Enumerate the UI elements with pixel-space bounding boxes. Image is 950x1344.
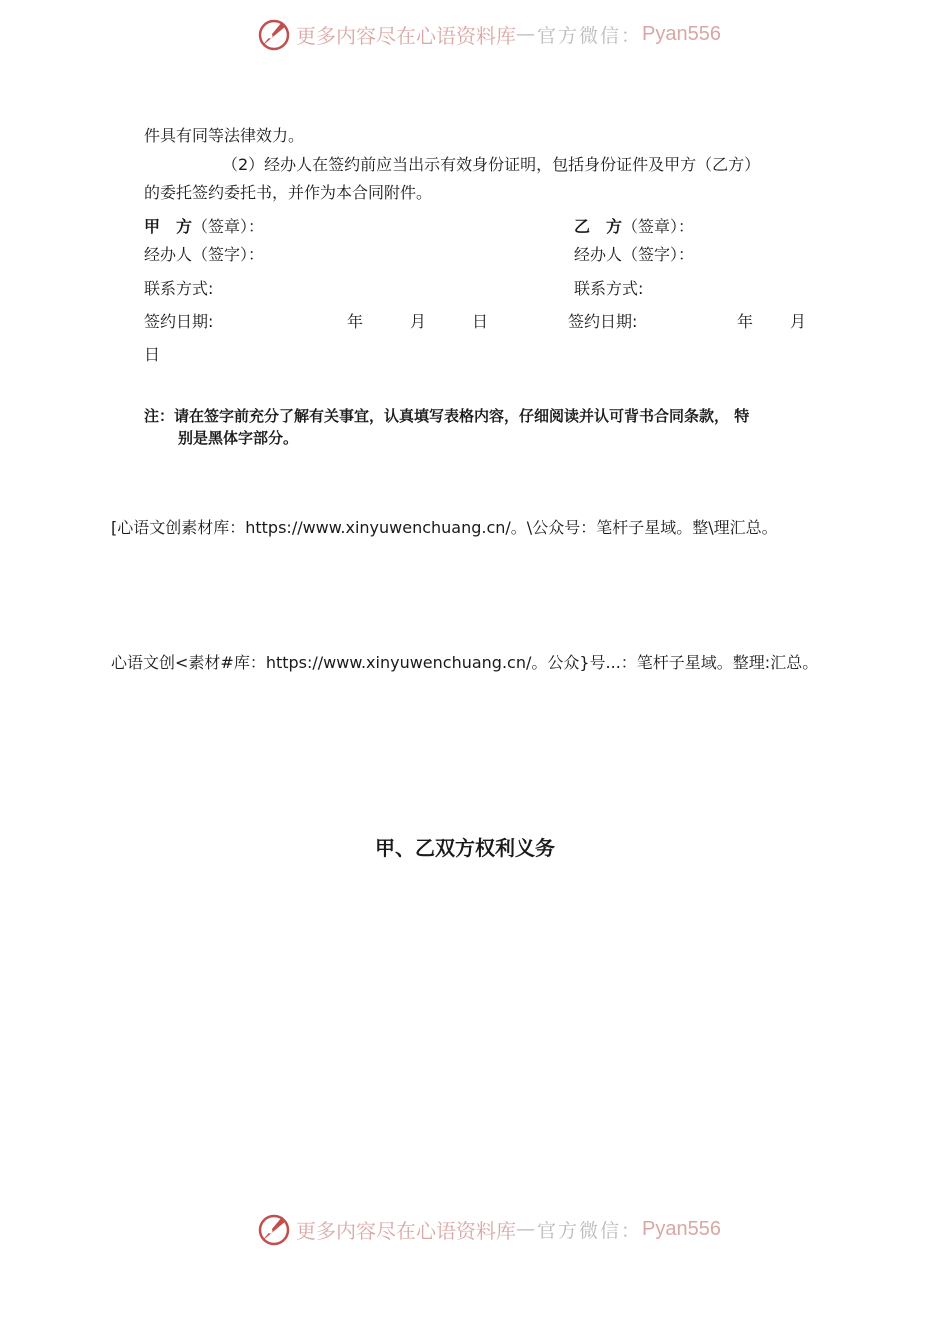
footer-main-text: 更多内容尽在心语资料库 (296, 1218, 516, 1243)
footer-watermark (256, 1211, 721, 1247)
party-a-seal: （签章）： (192, 217, 265, 236)
header-dash: — (516, 23, 537, 45)
party-b-seal-row (574, 214, 694, 237)
header-label: 官方微信： (537, 24, 643, 47)
party-b-label: 乙 方 (574, 217, 623, 236)
party-a-seal-row (144, 214, 264, 237)
note-line-1: 注：请在签字前充分了解有关事宜，认真填写表格内容，仔细阅读并认可背书合同条款， 特 (144, 407, 750, 425)
party-a-label: 甲 方 (144, 217, 193, 236)
party-a-date-label: 签约日期: (144, 312, 214, 331)
source-line-1: [心语文创素材库：https://www.xinyuwenchuang.cn/。\公众号：笔杆子星域。整\理汇总。 (111, 518, 778, 537)
party-b-agent: 经办人（签字）： (574, 245, 695, 264)
section-title: 甲、乙双方权利义务 (375, 836, 555, 860)
paragraph-3: 的委托签约委托书，并作为本合同附件。 (144, 183, 433, 202)
party-b-month: 月 (790, 312, 807, 331)
header-main-text: 更多内容尽在心语资料库 (296, 23, 516, 48)
party-a-day: 日 (472, 312, 489, 331)
party-a-agent: 经办人（签字）： (144, 245, 265, 264)
source-line-2: 心语文创<素材#库：https://www.xinyuwenchuang.cn/。公众}号...：笔杆子星域。整理:汇总。 (111, 653, 819, 672)
note-line-2: 别是黑体字部分。 (178, 429, 299, 447)
party-b-seal: （签章）： (622, 217, 695, 236)
paragraph-2: （2）经办人在签约前应当出示有效身份证明，包括身份证件及甲方（乙方） (222, 155, 761, 174)
party-a-month: 月 (410, 312, 427, 331)
header-watermark (256, 16, 721, 52)
quill-logo-icon (256, 1211, 292, 1247)
party-a-year: 年 (347, 312, 364, 331)
party-b-contact: 联系方式: (574, 279, 644, 298)
party-b-year: 年 (737, 312, 754, 331)
footer-dash: — (516, 1218, 537, 1240)
party-b-day-wrapped: 日 (144, 345, 161, 364)
party-b-date-label: 签约日期: (568, 312, 638, 331)
quill-logo-icon (256, 16, 292, 52)
paragraph-1: 件具有同等法律效力。 (144, 126, 305, 145)
footer-wechat-id: Pyan556 (642, 1217, 721, 1240)
party-a-contact: 联系方式: (144, 279, 214, 298)
footer-label: 官方微信： (537, 1219, 643, 1242)
header-wechat-id: Pyan556 (642, 22, 721, 45)
